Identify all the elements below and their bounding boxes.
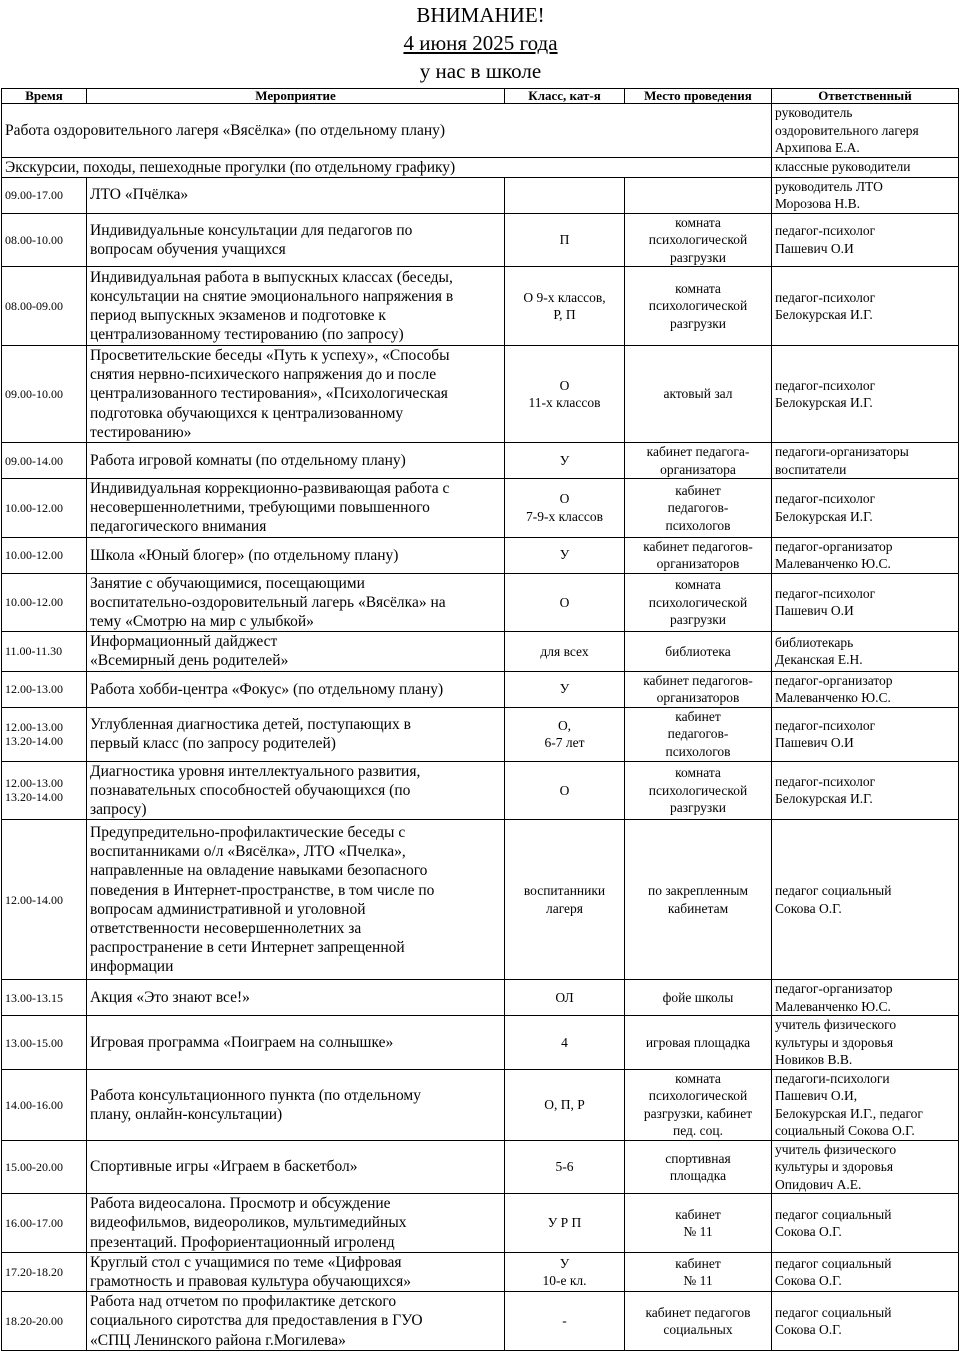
event-cell: Работа видеосалона. Просмотр и обсуждение видеофильмов, видеороликов, мультимедийных презентаций. Профориентационный игроленд xyxy=(87,1194,505,1253)
class-cell: - xyxy=(505,1292,625,1351)
time-cell: 18.20-20.00 xyxy=(2,1292,87,1351)
responsible-cell: педагоги-психологи Пашевич О.И, Белокурская И.Г., педагог социальный Сокова О.Г. xyxy=(772,1069,959,1140)
table-row xyxy=(2,1292,959,1351)
class-cell: воспитанники лагеря xyxy=(505,820,625,980)
table-row xyxy=(2,537,959,573)
time-cell: 10.00-12.00 xyxy=(2,537,87,573)
responsible-cell: руководитель оздоровительного лагеря Архипова Е.А. xyxy=(772,104,959,158)
event-cell: Школа «Юный блогер» (по отдельному плану) xyxy=(87,537,505,573)
responsible-cell: педагог-психолог Белокурская И.Г. xyxy=(772,267,959,346)
document-header xyxy=(0,0,961,85)
table-row xyxy=(2,177,959,213)
event-cell: Индивидуальная работа в выпускных классах (беседы, консультации на снятие эмоционального напряжения в период выпускных экзаменов и подготовке к централизованному тестированию (по запросу) xyxy=(87,267,505,346)
table-row xyxy=(2,980,959,1016)
class-cell: О 9-х классов, Р, П xyxy=(505,267,625,346)
place-cell: кабинет педагогов- организаторов xyxy=(625,537,772,573)
time-cell: 17.20-18.20 xyxy=(2,1252,87,1291)
table-row xyxy=(2,632,959,671)
class-cell: У Р П xyxy=(505,1194,625,1253)
table-row xyxy=(2,1252,959,1291)
table-row-span xyxy=(2,157,959,177)
class-cell: У xyxy=(505,671,625,707)
class-cell: У 10-е кл. xyxy=(505,1252,625,1291)
place-cell: спортивная площадка xyxy=(625,1140,772,1194)
class-cell: О xyxy=(505,761,625,820)
class-cell: ОЛ xyxy=(505,980,625,1016)
event-cell: Занятие с обучающимися, посещающими воспитательно-оздоровительный лагерь «Вясёлка» на тему «Смотрю на мир с улыбкой» xyxy=(87,573,505,632)
responsible-cell: педагог социальный Сокова О.Г. xyxy=(772,1252,959,1291)
responsible-cell: педагог-психолог Пашевич О.И xyxy=(772,707,959,761)
responsible-cell: педагог-организатор Малеванченко Ю.С. xyxy=(772,537,959,573)
event-cell: Работа игровой комнаты (по отдельному плану) xyxy=(87,443,505,479)
responsible-cell: педагоги-организаторы воспитатели xyxy=(772,443,959,479)
table-row-span xyxy=(2,104,959,158)
column-header-class: Класс, кат-я xyxy=(505,89,625,104)
class-cell: П xyxy=(505,213,625,267)
responsible-cell: педагог социальный Сокова О.Г. xyxy=(772,1292,959,1351)
place-cell: фойе школы xyxy=(625,980,772,1016)
event-cell: Акция «Это знают все!» xyxy=(87,980,505,1016)
event-cell: Работа хобби-центра «Фокус» (по отдельному плану) xyxy=(87,671,505,707)
event-cell: Предупредительно-профилактические беседы с воспитанниками о/л «Вясёлка», ЛТО «Пчелка», направленные на овладение навыками безопасного поведения в Интернет-пространстве, в том числе по вопросам административной и уголовной ответственности несовершеннолетних за распространение в сети Интернет запрещенной информации xyxy=(87,820,505,980)
event-cell: Работа над отчетом по профилактике детского социального сиротства для предоставления в ГУО «СПЦ Ленинского района г.Могилева» xyxy=(87,1292,505,1351)
place-cell: комната психологической разгрузки, кабинет пед. соц. xyxy=(625,1069,772,1140)
class-cell: 5-6 xyxy=(505,1140,625,1194)
responsible-cell: классные руководители xyxy=(772,157,959,177)
place-cell: кабинет педагогов- психологов xyxy=(625,707,772,761)
event-cell: Индивидуальные консультации для педагогов по вопросам обучения учащихся xyxy=(87,213,505,267)
time-cell: 09.00-17.00 xyxy=(2,177,87,213)
place-cell: по закрепленным кабинетам xyxy=(625,820,772,980)
class-cell: У xyxy=(505,443,625,479)
event-cell: Спортивные игры «Играем в баскетбол» xyxy=(87,1140,505,1194)
table-row xyxy=(2,346,959,443)
place-cell xyxy=(625,177,772,213)
time-cell: 14.00-16.00 xyxy=(2,1069,87,1140)
place-cell: комната психологической разгрузки xyxy=(625,761,772,820)
responsible-cell: педагог-психолог Белокурская И.Г. xyxy=(772,761,959,820)
place-cell: кабинет № 11 xyxy=(625,1252,772,1291)
location-heading: у нас в школе xyxy=(419,59,542,83)
table-row xyxy=(2,1140,959,1194)
place-cell: комната психологической разгрузки xyxy=(625,267,772,346)
time-cell: 11.00-11.30 xyxy=(2,632,87,671)
event-cell: Работа оздоровительного лагеря «Вясёлка» (по отдельному плану) xyxy=(2,104,772,158)
class-cell: О 7-9-х классов xyxy=(505,479,625,538)
responsible-cell: библиотекарь Деканская Е.Н. xyxy=(772,632,959,671)
attention-heading: ВНИМАНИЕ! xyxy=(416,3,545,27)
table-row xyxy=(2,820,959,980)
responsible-cell: педагог-психолог Белокурская И.Г. xyxy=(772,479,959,538)
responsible-cell: руководитель ЛТО Морозова Н.В. xyxy=(772,177,959,213)
time-cell: 12.00-13.00 13.20-14.00 xyxy=(2,761,87,820)
column-header-event: Мероприятие xyxy=(87,89,505,104)
schedule-table xyxy=(1,88,959,1351)
place-cell: библиотека xyxy=(625,632,772,671)
class-cell: О xyxy=(505,573,625,632)
table-row xyxy=(2,573,959,632)
time-cell: 09.00-14.00 xyxy=(2,443,87,479)
table-row xyxy=(2,213,959,267)
responsible-cell: педагог-психолог Белокурская И.Г. xyxy=(772,346,959,443)
time-cell: 16.00-17.00 xyxy=(2,1194,87,1253)
event-cell: Углубленная диагностика детей, поступающих в первый класс (по запросу родителей) xyxy=(87,707,505,761)
time-cell: 13.00-15.00 xyxy=(2,1016,87,1070)
time-cell: 13.00-13.15 xyxy=(2,980,87,1016)
time-cell: 10.00-12.00 xyxy=(2,479,87,538)
table-row xyxy=(2,479,959,538)
time-cell: 08.00-10.00 xyxy=(2,213,87,267)
event-cell: Диагностика уровня интеллектуального развития, познавательных способностей обучающихся (по запросу) xyxy=(87,761,505,820)
time-cell: 09.00-10.00 xyxy=(2,346,87,443)
event-cell: Индивидуальная коррекционно-развивающая работа с несовершеннолетними, требующими повышенного педагогического внимания xyxy=(87,479,505,538)
event-cell: Игровая программа «Поиграем на солнышке» xyxy=(87,1016,505,1070)
column-header-responsible: Ответственный xyxy=(772,89,959,104)
class-cell: для всех xyxy=(505,632,625,671)
date-heading: 4 июня 2025 года xyxy=(403,31,558,55)
time-cell: 08.00-09.00 xyxy=(2,267,87,346)
event-cell: Круглый стол с учащимися по теме «Цифровая грамотность и правовая культура обучающихся» xyxy=(87,1252,505,1291)
event-cell: Информационный дайджест «Всемирный день родителей» xyxy=(87,632,505,671)
table-row xyxy=(2,1016,959,1070)
table-row xyxy=(2,1194,959,1253)
table-row xyxy=(2,671,959,707)
table-row xyxy=(2,267,959,346)
place-cell: игровая площадка xyxy=(625,1016,772,1070)
event-cell: Экскурсии, походы, пешеходные прогулки (по отдельному графику) xyxy=(2,157,772,177)
class-cell: У xyxy=(505,537,625,573)
responsible-cell: учитель физического культуры и здоровья Новиков В.В. xyxy=(772,1016,959,1070)
place-cell: актовый зал xyxy=(625,346,772,443)
class-cell: О 11-х классов xyxy=(505,346,625,443)
time-cell: 12.00-13.00 13.20-14.00 xyxy=(2,707,87,761)
table-row xyxy=(2,443,959,479)
column-header-time: Время xyxy=(2,89,87,104)
table-header-row xyxy=(2,89,959,104)
class-cell xyxy=(505,177,625,213)
time-cell: 12.00-13.00 xyxy=(2,671,87,707)
place-cell: кабинет педагогов- организаторов xyxy=(625,671,772,707)
place-cell: комната психологической разгрузки xyxy=(625,573,772,632)
time-cell: 10.00-12.00 xyxy=(2,573,87,632)
class-cell: О, П, Р xyxy=(505,1069,625,1140)
event-cell: Просветительские беседы «Путь к успеху», «Способы снятия нервно-психического напряжения до и после централизованного тестирования», «Психологическая подготовка обучающихся к централизованному тестированию» xyxy=(87,346,505,443)
responsible-cell: педагог-психолог Пашевич О.И xyxy=(772,573,959,632)
time-cell: 15.00-20.00 xyxy=(2,1140,87,1194)
responsible-cell: педагог-организатор Малеванченко Ю.С. xyxy=(772,671,959,707)
responsible-cell: учитель физического культуры и здоровья Опидович А.Е. xyxy=(772,1140,959,1194)
place-cell: кабинет педагога- организатора xyxy=(625,443,772,479)
event-cell: Работа консультационного пункта (по отдельному плану, онлайн-консультации) xyxy=(87,1069,505,1140)
responsible-cell: педагог социальный Сокова О.Г. xyxy=(772,820,959,980)
table-row xyxy=(2,761,959,820)
responsible-cell: педагог-психолог Пашевич О.И xyxy=(772,213,959,267)
table-row xyxy=(2,707,959,761)
place-cell: кабинет педагогов- психологов xyxy=(625,479,772,538)
responsible-cell: педагог-организатор Малеванченко Ю.С. xyxy=(772,980,959,1016)
class-cell: 4 xyxy=(505,1016,625,1070)
column-header-place: Место проведения xyxy=(625,89,772,104)
class-cell: О, 6-7 лет xyxy=(505,707,625,761)
table-row xyxy=(2,1069,959,1140)
event-cell: ЛТО «Пчёлка» xyxy=(87,177,505,213)
time-cell: 12.00-14.00 xyxy=(2,820,87,980)
place-cell: кабинет № 11 xyxy=(625,1194,772,1253)
responsible-cell: педагог социальный Сокова О.Г. xyxy=(772,1194,959,1253)
place-cell: комната психологической разгрузки xyxy=(625,213,772,267)
place-cell: кабинет педагогов социальных xyxy=(625,1292,772,1351)
